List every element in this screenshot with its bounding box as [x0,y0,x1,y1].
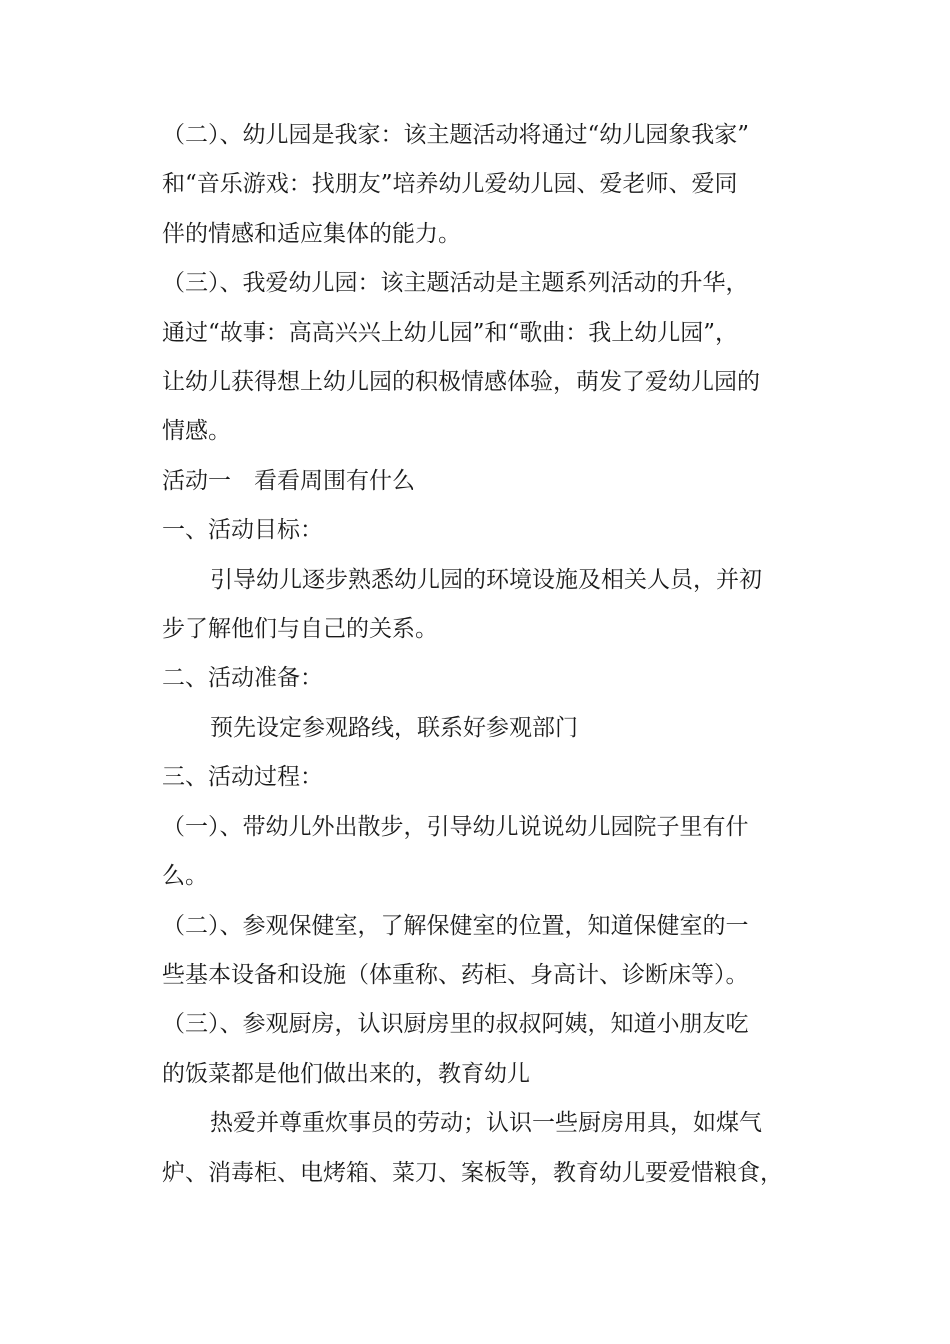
text-line: 热爱并尊重炊事员的劳动；认识一些厨房用具，如煤气 [210,1110,762,1137]
text-line: 预先设定参观路线，联系好参观部门 [210,714,578,741]
section-heading: 一、活动目标： [162,517,323,544]
text-line: 步了解他们与自己的关系。 [162,616,438,643]
text-line: （二）、幼儿园是我家：该主题活动将通过“幼儿园象我家” [162,122,750,148]
text-line: （三）、参观厨房，认识厨房里的叔叔阿姨，知道小朋友吃 [162,1011,749,1038]
document-body [162,111,802,1198]
text-line: 炉、消毒柜、电烤箱、菜刀、案板等，教育幼儿要爱惜粮食， [162,1159,783,1186]
text-line: 伴的情感和适应集体的能力。 [162,220,461,247]
text-line: （三）、我爱幼儿园：该主题活动是主题系列活动的升华， [162,270,749,297]
text-line: 让幼儿获得想上幼儿园的积极情感体验，萌发了爱幼儿园的 [162,369,760,396]
text-line: （二）、参观保健室，了解保健室的位置，知道保健室的一 [162,912,749,939]
text-line: 的饭菜都是他们做出来的，教育幼儿 [162,1060,530,1087]
section-heading: 二、活动准备： [162,665,323,692]
text-line: 引导幼儿逐步熟悉幼儿园的环境设施及相关人员，并初 [210,566,762,593]
section-heading: 三、活动过程： [162,764,323,791]
activity-title: 活动一 看看周围有什么 [162,467,415,494]
text-line: 通过“故事：高高兴兴上幼儿园”和“歌曲：我上幼儿园”， [162,319,739,346]
text-line: 么。 [162,863,208,890]
text-line: 情感。 [162,418,231,445]
text-line: （一）、带幼儿外出散步，引导幼儿说说幼儿园院子里有什 [162,813,749,840]
text-line: 些基本设备和设施（体重称、药柜、身高计、诊断床等）。 [162,961,749,988]
text-line: 和“音乐游戏：找朋友”培养幼儿爱幼儿园、爱老师、爱同 [162,171,738,198]
